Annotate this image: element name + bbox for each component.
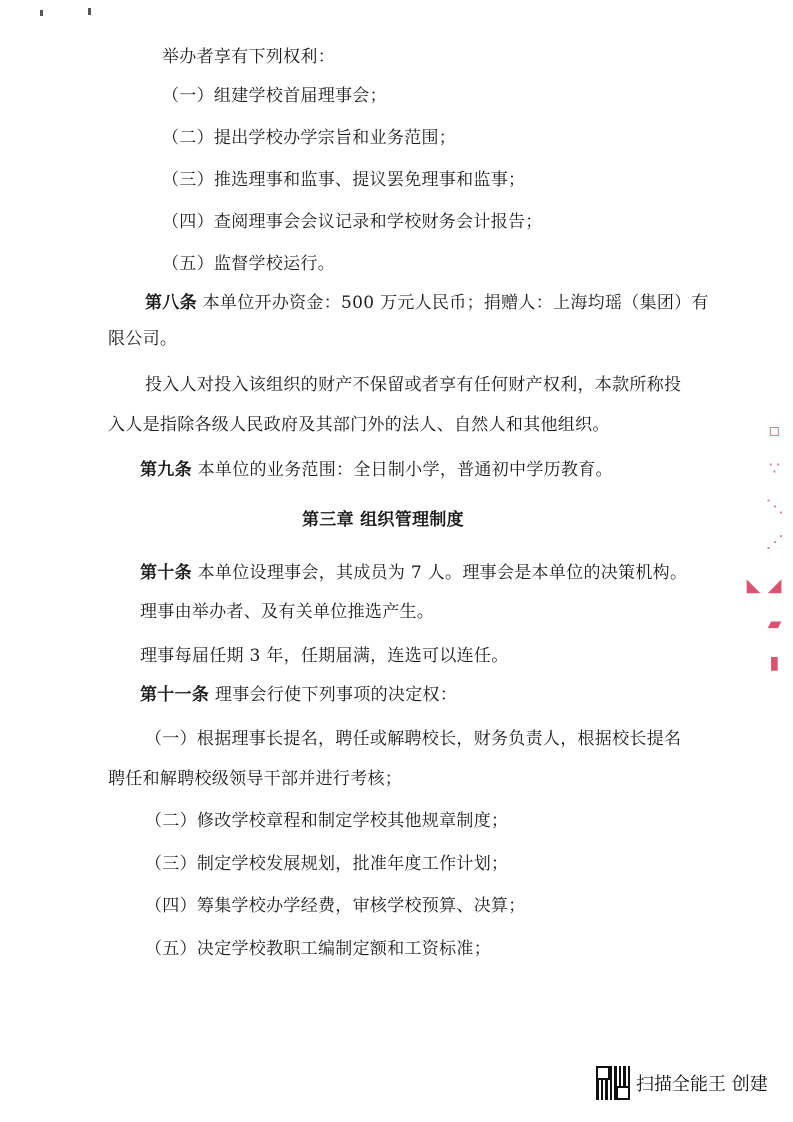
chapter-title: 第三章 组织管理制度 [302, 510, 464, 530]
seal-fragment: ▫ ∵ ⋰ ⋱ [764, 420, 785, 558]
article-9-text: 本单位的业务范围：全日制小学，普通初中学历教育。 [197, 460, 613, 480]
investor-clause-continued: 入人是指除各级人民政府及其部门外的法人、自然人和其他组织。 [108, 415, 610, 435]
rights-item: （二）提出学校办学宗旨和业务范围； [162, 128, 457, 148]
qr-code-icon [596, 1066, 630, 1100]
article-9-heading: 第九条 [140, 460, 192, 480]
article-11-text: 理事会行使下列事项的决定权： [214, 685, 458, 705]
rights-item: （四）查阅理事会会议记录和学校财务会计报告； [162, 212, 543, 232]
scanner-watermark [596, 1066, 768, 1100]
article-11-heading: 第十一条 [140, 685, 210, 705]
article-8-text: 本单位开办资金：500 万元人民币；捐赠人：上海均瑶（集团）有 [202, 293, 709, 313]
rights-item: （三）推选理事和监事、提议罢免理事和监事； [162, 170, 526, 190]
article-10-line: 理事每届任期 3 年，任期届满，连选可以连任。 [140, 646, 509, 666]
article-11-item: （三）制定学校发展规划，批准年度工作计划； [145, 854, 509, 874]
article-11-item: （二）修改学校章程和制定学校其他规章制度； [145, 811, 509, 831]
article-11-item-continued: 聘任和解聘校级领导干部并进行考核； [108, 769, 403, 789]
article-11 [140, 684, 457, 706]
article-10-text: 本单位设理事会，其成员为 7 人。理事会是本单位的决策机构。 [197, 563, 688, 583]
scan-mark [88, 8, 91, 15]
article-11-item: （五）决定学校教职工编制定额和工资标准； [145, 939, 491, 959]
article-10-heading: 第十条 [140, 563, 192, 583]
investor-clause: 投入人对投入该组织的财产不保留或者享有任何财产权利，本款所称投 [145, 375, 682, 395]
rights-intro: 举办者享有下列权利： [162, 47, 335, 67]
rights-item: （一）组建学校首届理事会； [162, 86, 387, 106]
article-11-item: （一）根据理事长提名，聘任或解聘校长，财务负责人，根据校长提名 [145, 729, 682, 749]
article-8-continued: 限公司。 [108, 329, 178, 349]
scan-mark [40, 10, 43, 16]
article-11-item: （四）筹集学校办学经费，审核学校预算、决算； [145, 896, 526, 916]
article-8-heading: 第八条 [145, 293, 197, 313]
rights-item: （五）监督学校运行。 [162, 254, 335, 274]
article-9 [140, 459, 613, 481]
article-8 [145, 292, 709, 314]
seal-fragment: ◢ ▰ ▮ ◣ [743, 575, 785, 680]
article-10-line: 理事由举办者、及有关单位推选产生。 [140, 602, 435, 622]
article-10 [140, 562, 687, 584]
watermark-text: 扫描全能王 创建 [636, 1074, 768, 1095]
